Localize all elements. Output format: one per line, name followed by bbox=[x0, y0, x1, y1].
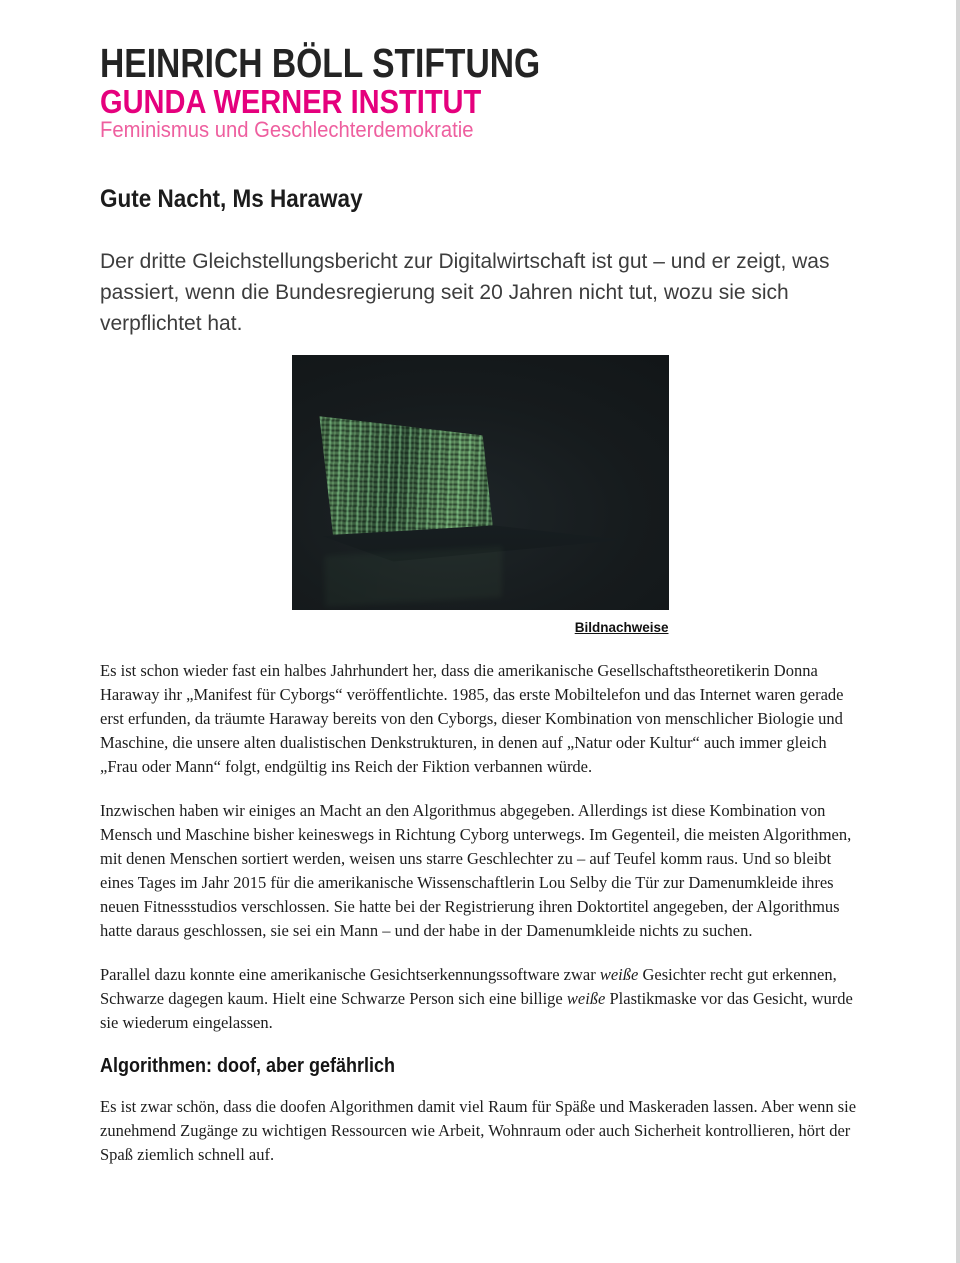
page-title-text: Gute Nacht, Ms Haraway bbox=[100, 185, 363, 213]
laptop-matrix-code-photo bbox=[292, 355, 669, 610]
bildnachweise-link[interactable]: Bildnachweise bbox=[574, 620, 669, 635]
body-paragraph-4: Es ist zwar schön, dass die doofen Algorithmen damit viel Raum für Späße und Maskeraden lassen. Aber wenn sie zunehmend Zugänge zu wichtigen Ressourcen wie Arbeit, Wohnraum oder auch Sicherheit kontrollieren, hört der Spaß ziemlich schnell auf. bbox=[100, 1097, 857, 1164]
body-paragraph-1: Es ist schon wieder fast ein halbes Jahrhundert her, dass die amerikanische Gesellschaftstheoretikerin Donna Haraway ihr „Manifest für Cyborgs“ veröffentlichte. 1985, das erste Mobiltelefon und das Internet waren gerade erst erfunden, da träumte Haraway bereits von den Cyborgs, dieser Kombination von menschlicher Biologie und Maschine, die unsere alten dualistischen Denkstrukturen, in denen auf „Natur oder Kultur“ auch immer gleich „Frau oder Mann“ folgt, endgültig ins Reich der Fiktion verbannen würde. bbox=[100, 661, 844, 776]
figure-caption bbox=[292, 619, 669, 637]
brand-name-gunda-werner-institut bbox=[100, 83, 860, 120]
page-right-edge bbox=[956, 0, 960, 1263]
laptop-floor-reflection bbox=[325, 547, 502, 607]
article-body bbox=[100, 659, 860, 1167]
institute-name-text: GUNDA WERNER INSTITUT bbox=[100, 83, 482, 120]
body-paragraph-2: Inzwischen haben wir einiges an Macht an den Algorithmus abgegeben. Allerdings ist diese Kombination von Mensch und Maschine bisher keineswegs in Richtung Cyborg unterwegs. Im Gegenteil, die meisten Algorithmen, mit denen Menschen sortiert werden, weisen uns starre Geschlechter zu – auf Teufel komm raus. Und so bleibt eines Tages im Jahr 2015 für die amerikanische Wissenschaftlerin Lou Selby die Tür zur Damenumkleide ihres neuen Fitnessstudios verschlossen. Sie hatte bei der Registrierung ihren Doktortitel angegeben, der Algorithmus hatte daraus geschlossen, sie sei ein Mann – und der habe in der Damenumkleide nichts zu suchen. bbox=[100, 801, 852, 940]
article-lead: Der dritte Gleichstellungsbericht zur Digitalwirtschaft ist gut – und er zeigt, was passiert, wenn die Bundesregierung seit 20 Jahren nicht tut, wozu sie sich verpflichtet hat. bbox=[100, 250, 830, 335]
article-figure bbox=[292, 355, 669, 637]
brand-name-heinrich-boell-stiftung bbox=[100, 40, 860, 86]
brand-name-text: HEINRICH BÖLL STIFTUNG bbox=[100, 40, 541, 86]
article-subheading bbox=[100, 1055, 860, 1077]
brand-tagline-text: Feminismus und Geschlechterdemokratie bbox=[100, 117, 474, 142]
page-title bbox=[100, 185, 860, 213]
brand-header bbox=[100, 40, 860, 142]
article-subheading-text: Algorithmen: doof, aber gefährlich bbox=[100, 1055, 396, 1077]
body-paragraph-3: Parallel dazu konnte eine amerikanische Gesichtserkennungssoftware zwar weiße Gesichter recht gut erkennen, Schwarze dagegen kaum. Hielt eine Schwarze Person sich eine billige weiße Plastikmaske vor das Gesicht, wurde sie wiederum eingelassen. bbox=[100, 965, 853, 1032]
brand-tagline bbox=[100, 119, 860, 140]
